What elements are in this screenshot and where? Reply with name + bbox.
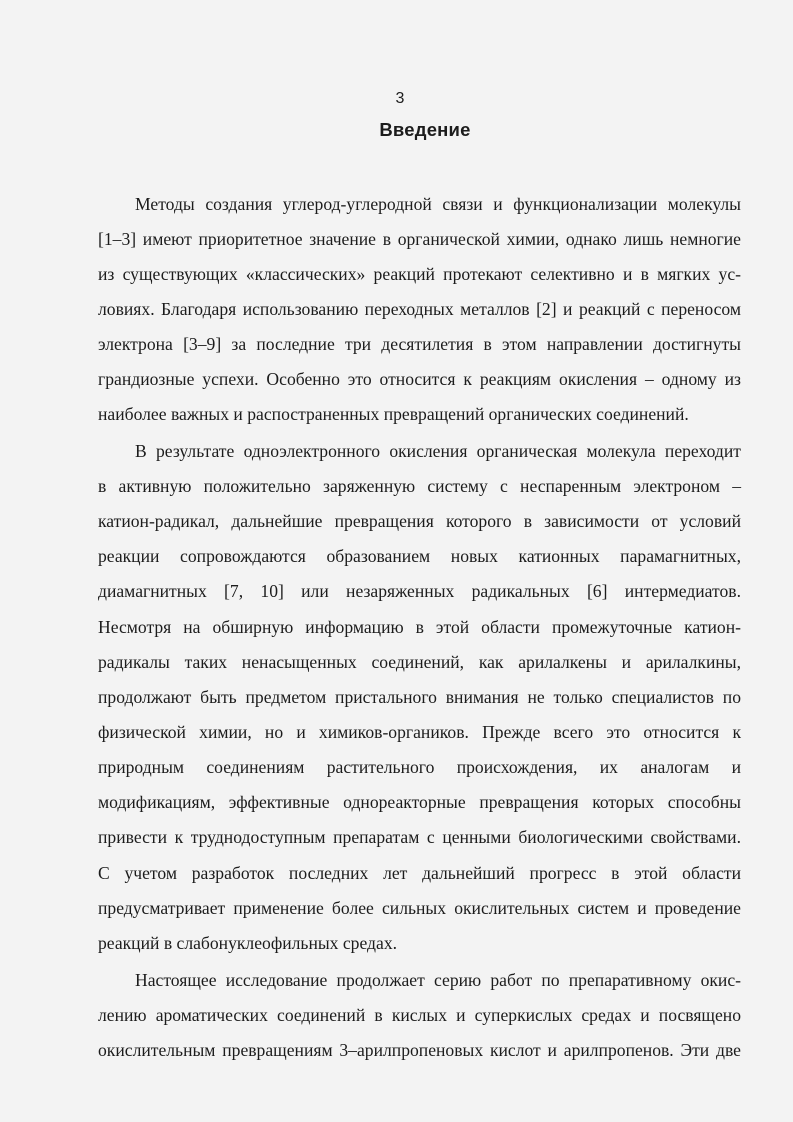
text-line: реакций в слабонуклеофильных средах.: [98, 933, 398, 953]
text-line: С учетом разработок последних лет дальнейший прогресс в этой области: [98, 863, 741, 883]
text-line: наиболее важных и распостраненных превращений органических соединений.: [98, 404, 689, 424]
text-line: Несмотря на обширную информацию в этой области промежуточные катион-: [98, 617, 741, 637]
page-title: Введение: [379, 119, 471, 140]
text-line: привести к труднодоступным препаратам с ценными биологическими свойствами.: [98, 827, 741, 847]
text-line: электрона [3–9] за последние три десятилетия в этом направлении достигнуты: [98, 334, 741, 354]
text-line: окислительным превращениям 3–арилпропеновых кислот и арилпропенов. Эти две: [98, 1040, 741, 1060]
text-line: из существующих «классических» реакций протекают селективно и в мягких ус-: [98, 264, 741, 284]
text-line: радикалы таких ненасыщенных соединений, как арилалкены и арилалкины,: [98, 652, 741, 672]
text-line: В результате одноэлектронного окисления органическая молекула переходит: [135, 441, 741, 461]
text-line: физической химии, но и химиков-органиков. Прежде всего это относится к: [98, 722, 741, 742]
text-line: Методы создания углерод-углеродной связи и функционализации молекулы: [135, 194, 741, 214]
text-line: предусматривает применение более сильных окислительных систем и проведение: [98, 898, 741, 918]
text-line: модификациям, эффективные однореакторные превращения которых способны: [98, 792, 741, 812]
text-line: грандиозные успехи. Особенно это относится к реакциям окисления – одному из: [98, 369, 741, 389]
text-line: диамагнитных [7, 10] или незаряженных радикальных [6] интермедиатов.: [98, 581, 741, 601]
text-line: в активную положительно заряженную систему с неспаренным электроном –: [98, 476, 741, 496]
text-line: катион-радикал, дальнейшие превращения которого в зависимости от условий: [98, 511, 741, 531]
text-line: лению ароматических соединений в кислых и суперкислых средах и посвящено: [98, 1005, 741, 1025]
text-line: [1–3] имеют приоритетное значение в органической химии, однако лишь немногие: [98, 229, 741, 249]
page-number: 3: [395, 90, 405, 107]
text-line: реакции сопровождаются образованием новых катионных парамагнитных,: [98, 546, 741, 566]
text-line: природным соединениям растительного происхождения, их аналогам и: [98, 757, 741, 777]
text-line: продолжают быть предметом пристального внимания не только специалистов по: [98, 687, 741, 707]
text-line: Настоящее исследование продолжает серию работ по препаративному окис-: [135, 970, 741, 990]
text-line: ловиях. Благодаря использованию переходных металлов [2] и реакций с переносом: [98, 299, 741, 319]
